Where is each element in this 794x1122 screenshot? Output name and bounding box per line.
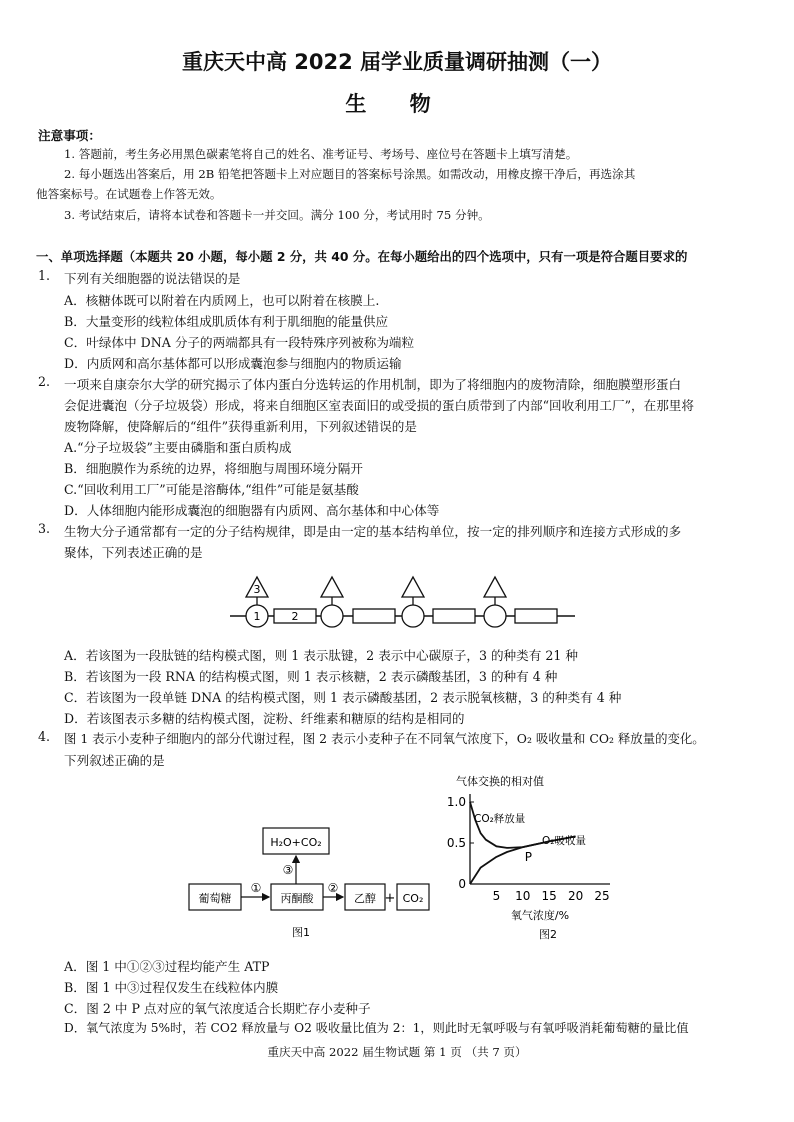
step-1-label: ①	[250, 881, 262, 895]
diagram-label-3: 3	[253, 583, 261, 596]
notice-heading: 注意事项：	[38, 128, 101, 143]
option-d: D．内质网和高尔基体都可以形成囊泡参与细胞内的物质运输	[64, 356, 402, 371]
x-tick-label: 20	[567, 889, 584, 903]
notice-item: 3. 考试结束后，请将本试卷和答题卡一并交回。满分 100 分，考试用时 75 分钟。	[64, 208, 490, 222]
y-tick-label: 0	[458, 877, 466, 891]
notice-item: 2. 每小题选出答案后，用 2B 铅笔把答题卡上对应题目的答案标号涂黑。如需改动，用橡皮擦干净后，再选涂其	[64, 167, 636, 181]
question-stem-line: 图 1 表示小麦种子细胞内的部分代谢过程，图 2 表示小麦种子在不同氧气浓度下，O₂ 吸收量和 CO₂ 释放量的变化。	[64, 731, 705, 746]
question-stem-line: 生物大分子通常都有一定的分子结构规律，即是由一定的基本结构单位，按一定的排列顺序和连接方式形成的多	[64, 524, 682, 539]
chart-ylabel: 气体交换的相对值	[456, 775, 544, 788]
legend-o2-uptake: O₂吸收量	[542, 835, 586, 847]
metabolism-diagram-fig1	[185, 822, 435, 944]
option-c: C.“回收利用工厂”可能是溶酶体,“组件”可能是氨基酸	[64, 482, 359, 497]
option-d: D．人体细胞内能形成囊泡的细胞器有内质网、高尔基体和中心体等	[64, 503, 440, 518]
legend-co2-release: CO₂释放量	[474, 813, 526, 825]
option-c: C．叶绿体中 DNA 分子的两端都具有一段特殊序列被称为端粒	[64, 335, 415, 350]
notice-item: 他答案标号。在试题卷上作答无效。	[36, 187, 222, 201]
question-number: 3.	[38, 521, 51, 536]
option-b: B．大量变形的线粒体组成肌质体有利于肌细胞的能量供应	[64, 314, 389, 329]
notice-item: 1. 答题前，考生务必用黑色碳素笔将自己的姓名、准考证号、考场号、座位号在答题卡上填写清楚。	[64, 147, 578, 161]
question-number: 2.	[38, 374, 51, 389]
option-d: D．氧气浓度为 5%时，若 CO2 释放量与 O2 吸收量比值为 2：1，则此时无氧呼吸与有氧呼吸消耗葡萄糖的量比值	[64, 1021, 689, 1035]
exam-title: 重庆天中高 2022 届学业质量调研抽测（一）	[181, 50, 613, 74]
option-c: C．若该图为一段单链 DNA 的结构模式图，则 1 表示磷酸基团，2 表示脱氧核糖，3 的种类有 4 种	[64, 690, 622, 705]
step-3-label: ③	[282, 863, 294, 877]
subject-title: 生 物	[345, 92, 449, 116]
point-p-label: P	[524, 850, 533, 865]
page-footer: 重庆天中高 2022 届生物试题 第 1 页 （共 7 页）	[267, 1045, 527, 1059]
box-pyruvate: 丙酮酸	[280, 892, 314, 905]
y-tick-label: 1.0	[446, 795, 466, 809]
question-stem-line: 废物降解，使降解后的“组件”获得重新利用，下列叙述错误的是	[64, 419, 417, 434]
box-ethanol: 乙醇	[354, 892, 376, 905]
option-b: B．若该图为一段 RNA 的结构模式图，则 1 表示核糖，2 表示磷酸基团，3 的种有 4 种	[64, 669, 558, 684]
option-d: D．若该图表示多糖的结构模式图，淀粉、纤维素和糖原的结构是相同的	[64, 711, 465, 726]
chart-xlabel: 氧气浓度/%	[510, 909, 570, 922]
step-2-label: ②	[327, 881, 339, 895]
option-b: B．细胞膜作为系统的边界，将细胞与周围环境分隔开	[64, 461, 363, 476]
question-number: 1.	[38, 268, 51, 283]
y-tick-label: 0.5	[446, 836, 466, 850]
question-stem-line: 会促进囊泡（分子垃圾袋）形成，将来自细胞区室表面旧的或受损的蛋白质带到了内部“回收利用工厂”，在那里将	[64, 398, 694, 413]
x-tick-label: 5	[492, 889, 501, 903]
box-h2o-co2: H₂O+CO₂	[270, 836, 322, 849]
question-stem-line: 聚体，下列表述正确的是	[64, 545, 203, 560]
option-a: A.“分子垃圾袋”主要由磷脂和蛋白质构成	[64, 440, 292, 455]
diagram-label-2: 2	[291, 610, 299, 623]
fig1-caption: 图1	[292, 926, 310, 939]
question-stem-line: 一项来自康奈尔大学的研究揭示了体内蛋白分选转运的作用机制，即为了将细胞内的废物清除，细胞膜塑形蛋白	[64, 377, 682, 392]
diagram-label-1: 1	[253, 610, 261, 623]
question-stem-line: 下列叙述正确的是	[64, 753, 165, 768]
plus-sign: +	[384, 891, 396, 906]
option-c: C．图 2 中 P 点对应的氧气浓度适合长期贮存小麦种子	[64, 1001, 371, 1016]
x-tick-label: 10	[515, 889, 531, 903]
gas-exchange-chart-fig2	[430, 772, 630, 944]
x-tick-label: 25	[594, 889, 610, 903]
option-b: B．图 1 中③过程仅发生在线粒体内膜	[64, 980, 279, 995]
box-glucose: 葡萄糖	[198, 892, 232, 905]
polymer-structure-diagram	[225, 572, 585, 640]
box-co2: CO₂	[402, 892, 424, 905]
question-stem: 下列有关细胞器的说法错误的是	[64, 271, 241, 286]
question-number: 4.	[38, 729, 51, 744]
section-heading: 一、单项选择题（本题共 20 小题，每小题 2 分，共 40 分。在每小题给出的四个选项中，只有一项是符合题目要求的	[36, 249, 688, 264]
x-tick-label: 15	[541, 889, 557, 903]
option-a: A．核糖体既可以附着在内质网上，也可以附着在核膜上.	[64, 293, 380, 308]
option-a: A．若该图为一段肽链的结构模式图，则 1 表示肽键，2 表示中心碳原子，3 的种类有 21 种	[64, 648, 578, 663]
fig2-caption: 图2	[539, 928, 557, 941]
option-a: A．图 1 中①②③过程均能产生 ATP	[64, 959, 270, 974]
